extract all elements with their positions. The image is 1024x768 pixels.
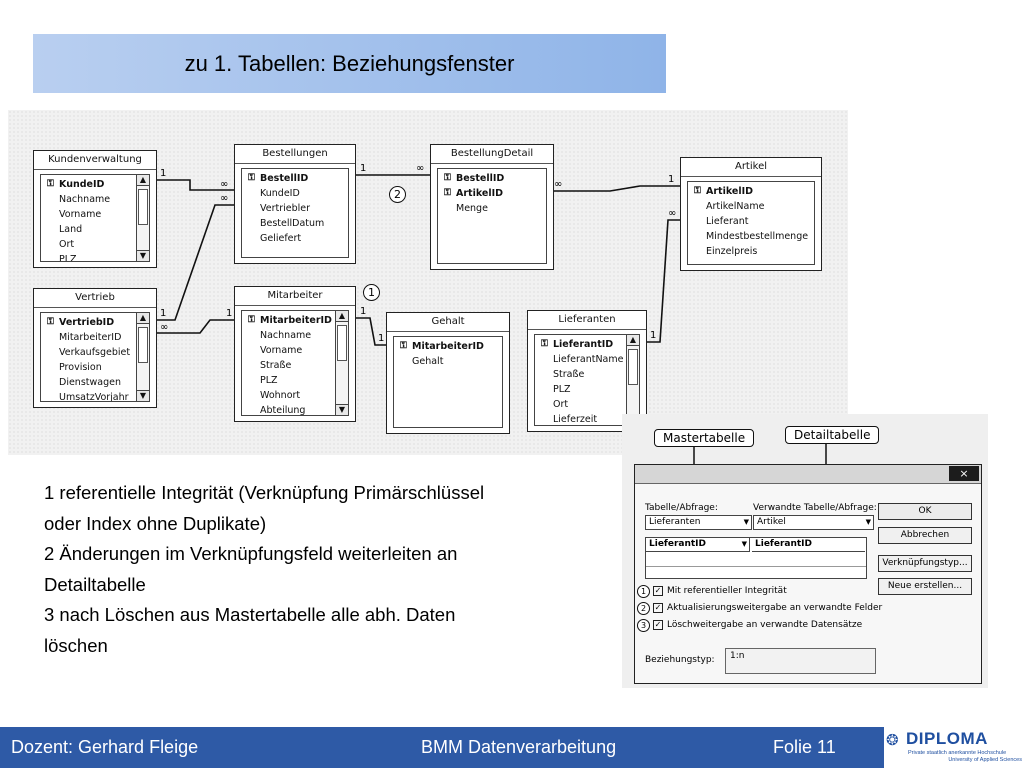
scroll-up-icon[interactable]: ▲ (627, 335, 639, 346)
key-icon: ⚿ (444, 188, 451, 198)
scroll-up-icon[interactable]: ▲ (137, 175, 149, 186)
table-title: Artikel (681, 158, 821, 177)
grid-empty-row[interactable] (646, 566, 866, 567)
field-row[interactable]: Nachname (59, 194, 111, 205)
grid-field-right[interactable]: LieferantID (752, 538, 865, 552)
table-title: Gehalt (387, 313, 509, 332)
card-one-7: 1 (378, 333, 385, 344)
footer-slide-number: Folie 11 (773, 737, 836, 757)
table-title: Vertrieb (34, 289, 156, 308)
field-row[interactable]: ⚿ KundeID (47, 179, 105, 190)
key-icon: ⚿ (248, 173, 255, 183)
field-row[interactable]: Straße (553, 369, 585, 380)
callout-mastertabelle: Mastertabelle (654, 429, 754, 447)
related-table-select[interactable]: Artikel ▼ (753, 515, 874, 530)
table-title: Bestellungen (235, 145, 355, 164)
field-row[interactable]: Abteilung (260, 405, 306, 416)
grid-field-left[interactable]: LieferantID ▼ (646, 538, 750, 552)
table-select[interactable]: Lieferanten ▼ (645, 515, 752, 530)
card-one-3: 1 (668, 174, 675, 185)
field-row[interactable]: Land (59, 224, 83, 235)
cascade-delete-checkbox[interactable]: ✓ Löschweitergabe an verwandte Datensätze (654, 619, 863, 630)
scroll-down-icon[interactable]: ▼ (336, 404, 348, 415)
table-title: Lieferanten (528, 311, 646, 330)
field-row[interactable]: Ort (59, 239, 75, 250)
card-one-5: 1 (226, 308, 233, 319)
diploma-logo (884, 727, 1024, 768)
check-icon: ✓ (654, 619, 662, 629)
field-row[interactable]: ⚿ BestellID (444, 173, 505, 184)
create-new-button[interactable]: Neue erstellen... (878, 578, 972, 595)
field-row[interactable]: Provision (59, 362, 102, 373)
logo-emblem-icon: ❂ (886, 732, 899, 749)
field-row[interactable]: Vertriebler (260, 203, 311, 214)
card-many-5: ∞ (160, 322, 169, 333)
footer-lecturer: Dozent: Gerhard Fleige (11, 737, 199, 757)
field-row[interactable]: LieferantName (553, 354, 624, 365)
field-row[interactable]: KundeID (260, 188, 300, 199)
close-icon[interactable]: × (949, 466, 979, 481)
check-icon: ✓ (654, 602, 662, 612)
marker-1: 1 (363, 284, 380, 301)
slide-title: zu 1. Tabellen: Beziehungsfenster (33, 34, 666, 93)
cancel-button[interactable]: Abbrechen (878, 527, 972, 544)
field-row[interactable]: ⚿ LieferantID (541, 339, 614, 350)
field-row[interactable]: Geliefert (260, 233, 302, 244)
card-one-6: 1 (360, 306, 367, 317)
join-type-button[interactable]: Verknüpfungstyp... (878, 555, 972, 572)
callout-detailtabelle: Detailtabelle (785, 426, 879, 444)
chevron-down-icon: ▼ (743, 518, 749, 526)
field-row[interactable]: Nachname (260, 330, 312, 341)
field-row[interactable]: Lieferant (706, 216, 749, 227)
table-title: BestellungDetail (431, 145, 553, 164)
note-line: löschen (44, 634, 108, 656)
label-related-table: Verwandte Tabelle/Abfrage: (753, 503, 877, 513)
edit-relationship-dialog[interactable] (634, 464, 982, 684)
field-row[interactable]: Wohnort (260, 390, 301, 401)
field-row[interactable]: ⚿ VertriebID (47, 317, 115, 328)
field-row[interactable]: MitarbeiterID (59, 332, 122, 343)
key-icon: ⚿ (694, 186, 701, 196)
field-row[interactable]: ArtikelName (706, 201, 765, 212)
key-icon: ⚿ (248, 315, 255, 325)
marker-3: 3 (637, 619, 650, 632)
field-row[interactable]: ⚿ MitarbeiterID (400, 341, 484, 352)
scroll-up-icon[interactable]: ▲ (137, 313, 149, 324)
field-row[interactable]: Verkaufsgebiet (59, 347, 131, 358)
field-row[interactable]: Straße (260, 360, 292, 371)
field-row[interactable]: Gehalt (412, 356, 444, 367)
footer-bar (0, 727, 1024, 768)
field-row[interactable]: ⚿ BestellID (248, 173, 309, 184)
field-row[interactable]: Menge (456, 203, 488, 214)
key-icon: ⚿ (400, 341, 407, 351)
card-many-3: ∞ (554, 179, 563, 190)
check-icon: ✓ (654, 585, 662, 595)
label-table: Tabelle/Abfrage: (645, 503, 718, 513)
note-line: oder Index ohne Duplikate) (44, 512, 267, 534)
footer-course: BMM Datenverarbeitung (421, 737, 617, 757)
note-line: Detailtabelle (44, 573, 146, 595)
table-title: Mitarbeiter (235, 287, 355, 306)
chevron-down-icon: ▼ (865, 518, 871, 526)
field-row[interactable]: BestellDatum (260, 218, 325, 229)
field-row[interactable]: Dienstwagen (59, 377, 121, 388)
field-row[interactable]: Ort (553, 399, 569, 410)
marker-1: 1 (637, 585, 650, 598)
field-row[interactable]: PLZ (59, 254, 77, 262)
key-icon: ⚿ (47, 317, 54, 327)
card-one-8: 1 (650, 330, 657, 341)
card-many-1: ∞ (220, 179, 229, 190)
field-row[interactable]: PLZ (260, 375, 278, 386)
marker-2: 2 (637, 602, 650, 615)
key-icon: ⚿ (47, 179, 54, 189)
card-many-4: ∞ (220, 193, 229, 204)
logo-text: DIPLOMA (906, 729, 988, 748)
card-one-1: 1 (160, 168, 167, 179)
scroll-down-icon[interactable]: ▼ (137, 250, 149, 261)
ok-button[interactable]: OK (878, 503, 972, 520)
field-row[interactable]: PLZ (553, 384, 571, 395)
note-line: 1 referentielle Integrität (Verknüpfung Primärschlüssel (44, 482, 485, 503)
card-one-4: 1 (160, 308, 167, 319)
key-icon: ⚿ (541, 339, 548, 349)
field-row[interactable]: Lieferzeit (553, 414, 598, 425)
note-line: 2 Änderungen im Verknüpfungsfeld weiterleiten an (44, 543, 458, 564)
dialog-titlebar (635, 465, 981, 484)
field-row[interactable]: Mindestbestellmenge (706, 231, 809, 242)
field-row[interactable]: UmsatzVorjahr (59, 392, 129, 402)
field-row[interactable]: ⚿ ArtikelID (444, 188, 504, 199)
field-row[interactable]: Einzelpreis (706, 246, 758, 257)
field-row[interactable]: Vorname (260, 345, 303, 356)
note-line: 3 nach Löschen aus Mastertabelle alle abh. Daten (44, 604, 456, 625)
scroll-up-icon[interactable]: ▲ (336, 311, 348, 322)
cascade-update-checkbox[interactable]: ✓ Aktualisierungsweitergabe an verwandte Felder (654, 602, 883, 613)
referential-integrity-checkbox[interactable]: ✓ Mit referentieller Integrität (654, 585, 787, 596)
chevron-down-icon: ▼ (741, 540, 747, 548)
marker-2: 2 (389, 186, 406, 203)
logo-subtitle: Private staatlich anerkannte Hochschule University of Applied Sciences (908, 750, 1022, 763)
field-mapping-grid[interactable] (645, 537, 867, 579)
field-row[interactable]: ⚿ ArtikelID (694, 186, 754, 197)
table-title: Kundenverwaltung (34, 151, 156, 170)
scroll-down-icon[interactable]: ▼ (137, 390, 149, 401)
card-many-2: ∞ (416, 163, 425, 174)
field-row[interactable]: Vorname (59, 209, 102, 220)
card-one-2: 1 (360, 163, 367, 174)
field-row[interactable]: ⚿ MitarbeiterID (248, 315, 332, 326)
key-icon: ⚿ (444, 173, 451, 183)
card-many-6: ∞ (668, 208, 677, 219)
relationship-type-value: 1:n (725, 648, 876, 674)
label-relationship-type: Beziehungstyp: (645, 655, 715, 665)
